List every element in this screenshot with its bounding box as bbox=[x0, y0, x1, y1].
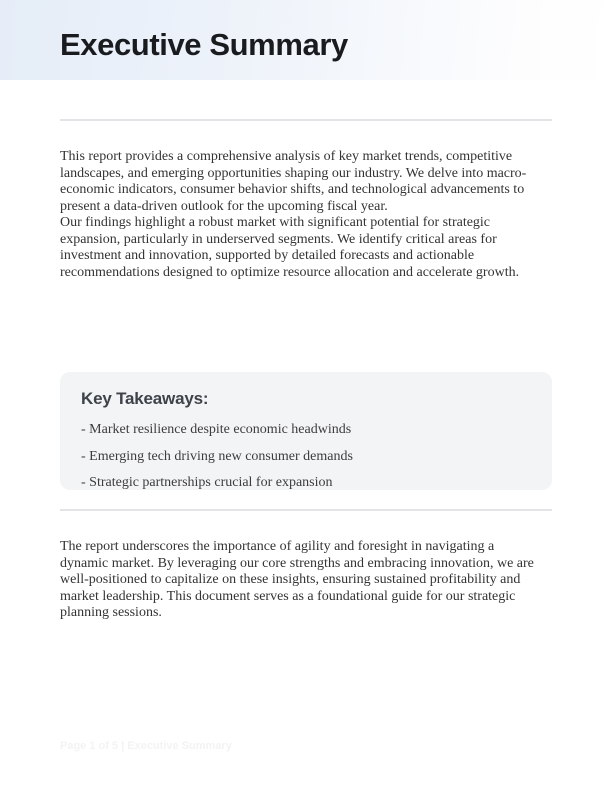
takeaway-item-1: - Market resilience despite economic headwinds bbox=[81, 422, 352, 437]
closing-text-block bbox=[60, 539, 538, 622]
takeaway-item-2: - Emerging tech driving new consumer demands bbox=[81, 448, 353, 464]
intro-text-block bbox=[60, 149, 538, 281]
page-footer bbox=[60, 740, 232, 753]
top-divider bbox=[60, 119, 552, 121]
intro-paragraph: This report provides a comprehensive analysis of key market trends, competitive landscapes, and emerging opportunities shaping our industry. We delve into macro-economic indicators, consumer behavior shifts, and technological advancements to present a data-driven outlook for the upcoming fiscal year. bbox=[60, 149, 527, 214]
bottom-divider bbox=[60, 509, 552, 511]
page-header bbox=[0, 0, 612, 80]
key-takeaways-box bbox=[60, 372, 552, 490]
closing-paragraph: The report underscores the importance of agility and foresight in navigating a dynamic market. By leveraging our core strengths and embracing innovation, we are well-positioned to capitalize on these insights, ensuring sustained profitability and market leadership. This document serves as a foundational guide for our strategic planning sessions. bbox=[60, 539, 534, 620]
findings-paragraph: Our findings highlight a robust market with significant potential for strategic expansion, particularly in underserved segments. We identify critical areas for investment and innovation, supported by detailed forecasts and actionable recommendations designed to optimize resource allocation and accelerate growth. bbox=[60, 215, 520, 280]
footer-text: Page 1 of 5 | Executive Summary bbox=[60, 740, 232, 752]
takeaway-item-3: - Strategic partnerships crucial for expansion bbox=[81, 475, 333, 490]
key-takeaways-heading: Key Takeaways: bbox=[81, 389, 209, 408]
page-title: Executive Summary bbox=[60, 27, 348, 62]
